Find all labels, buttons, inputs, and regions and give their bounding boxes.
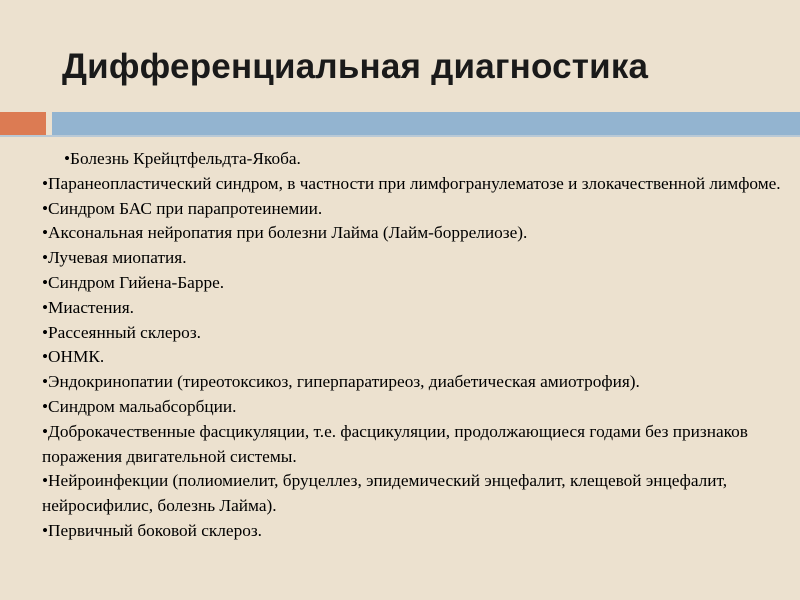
list-item: •Миастения.: [42, 297, 134, 317]
accent-band-divider: [0, 135, 800, 137]
list-item: •Первичный боковой склероз.: [42, 520, 262, 540]
list-item: •Рассеянный склероз.: [42, 322, 201, 342]
list-item: •Синдром БАС при парапротеинемии.: [42, 198, 323, 218]
list-item: •Нейроинфекции (полиомиелит, бруцеллез, эпидемический энцефалит, клещевой энцефалит, нейросифилис, болезнь Лайма).: [42, 471, 728, 516]
accent-band-blue: [52, 112, 800, 135]
list-item: •Синдром Гийена-Барре.: [42, 272, 225, 292]
list-item: •Паранеопластический синдром, в частности при лимфогранулематозе и злокачественной лимфоме.: [42, 173, 781, 193]
diagnosis-list: [42, 147, 782, 544]
list-item: •Болезнь Крейцтфельдта-Якоба.: [64, 149, 301, 168]
slide-title: Дифференциальная диагностика: [62, 47, 649, 86]
list-item: •Эндокринопатии (тиреотоксикоз, гиперпаратиреоз, диабетическая амиотрофия).: [42, 372, 640, 392]
list-item: •ОНМК.: [42, 347, 105, 367]
accent-band-orange: [0, 112, 46, 135]
list-item: •Лучевая миопатия.: [42, 248, 187, 268]
list-item: •Аксональная нейропатия при болезни Лайма (Лайм-боррелиозе).: [42, 223, 528, 243]
list-item: •Доброкачественные фасцикуляции, т.е. фасцикуляции, продолжающиеся годами без признаков поражения двигательной системы.: [42, 421, 748, 466]
list-item: •Синдром мальабсорбции.: [42, 396, 237, 416]
